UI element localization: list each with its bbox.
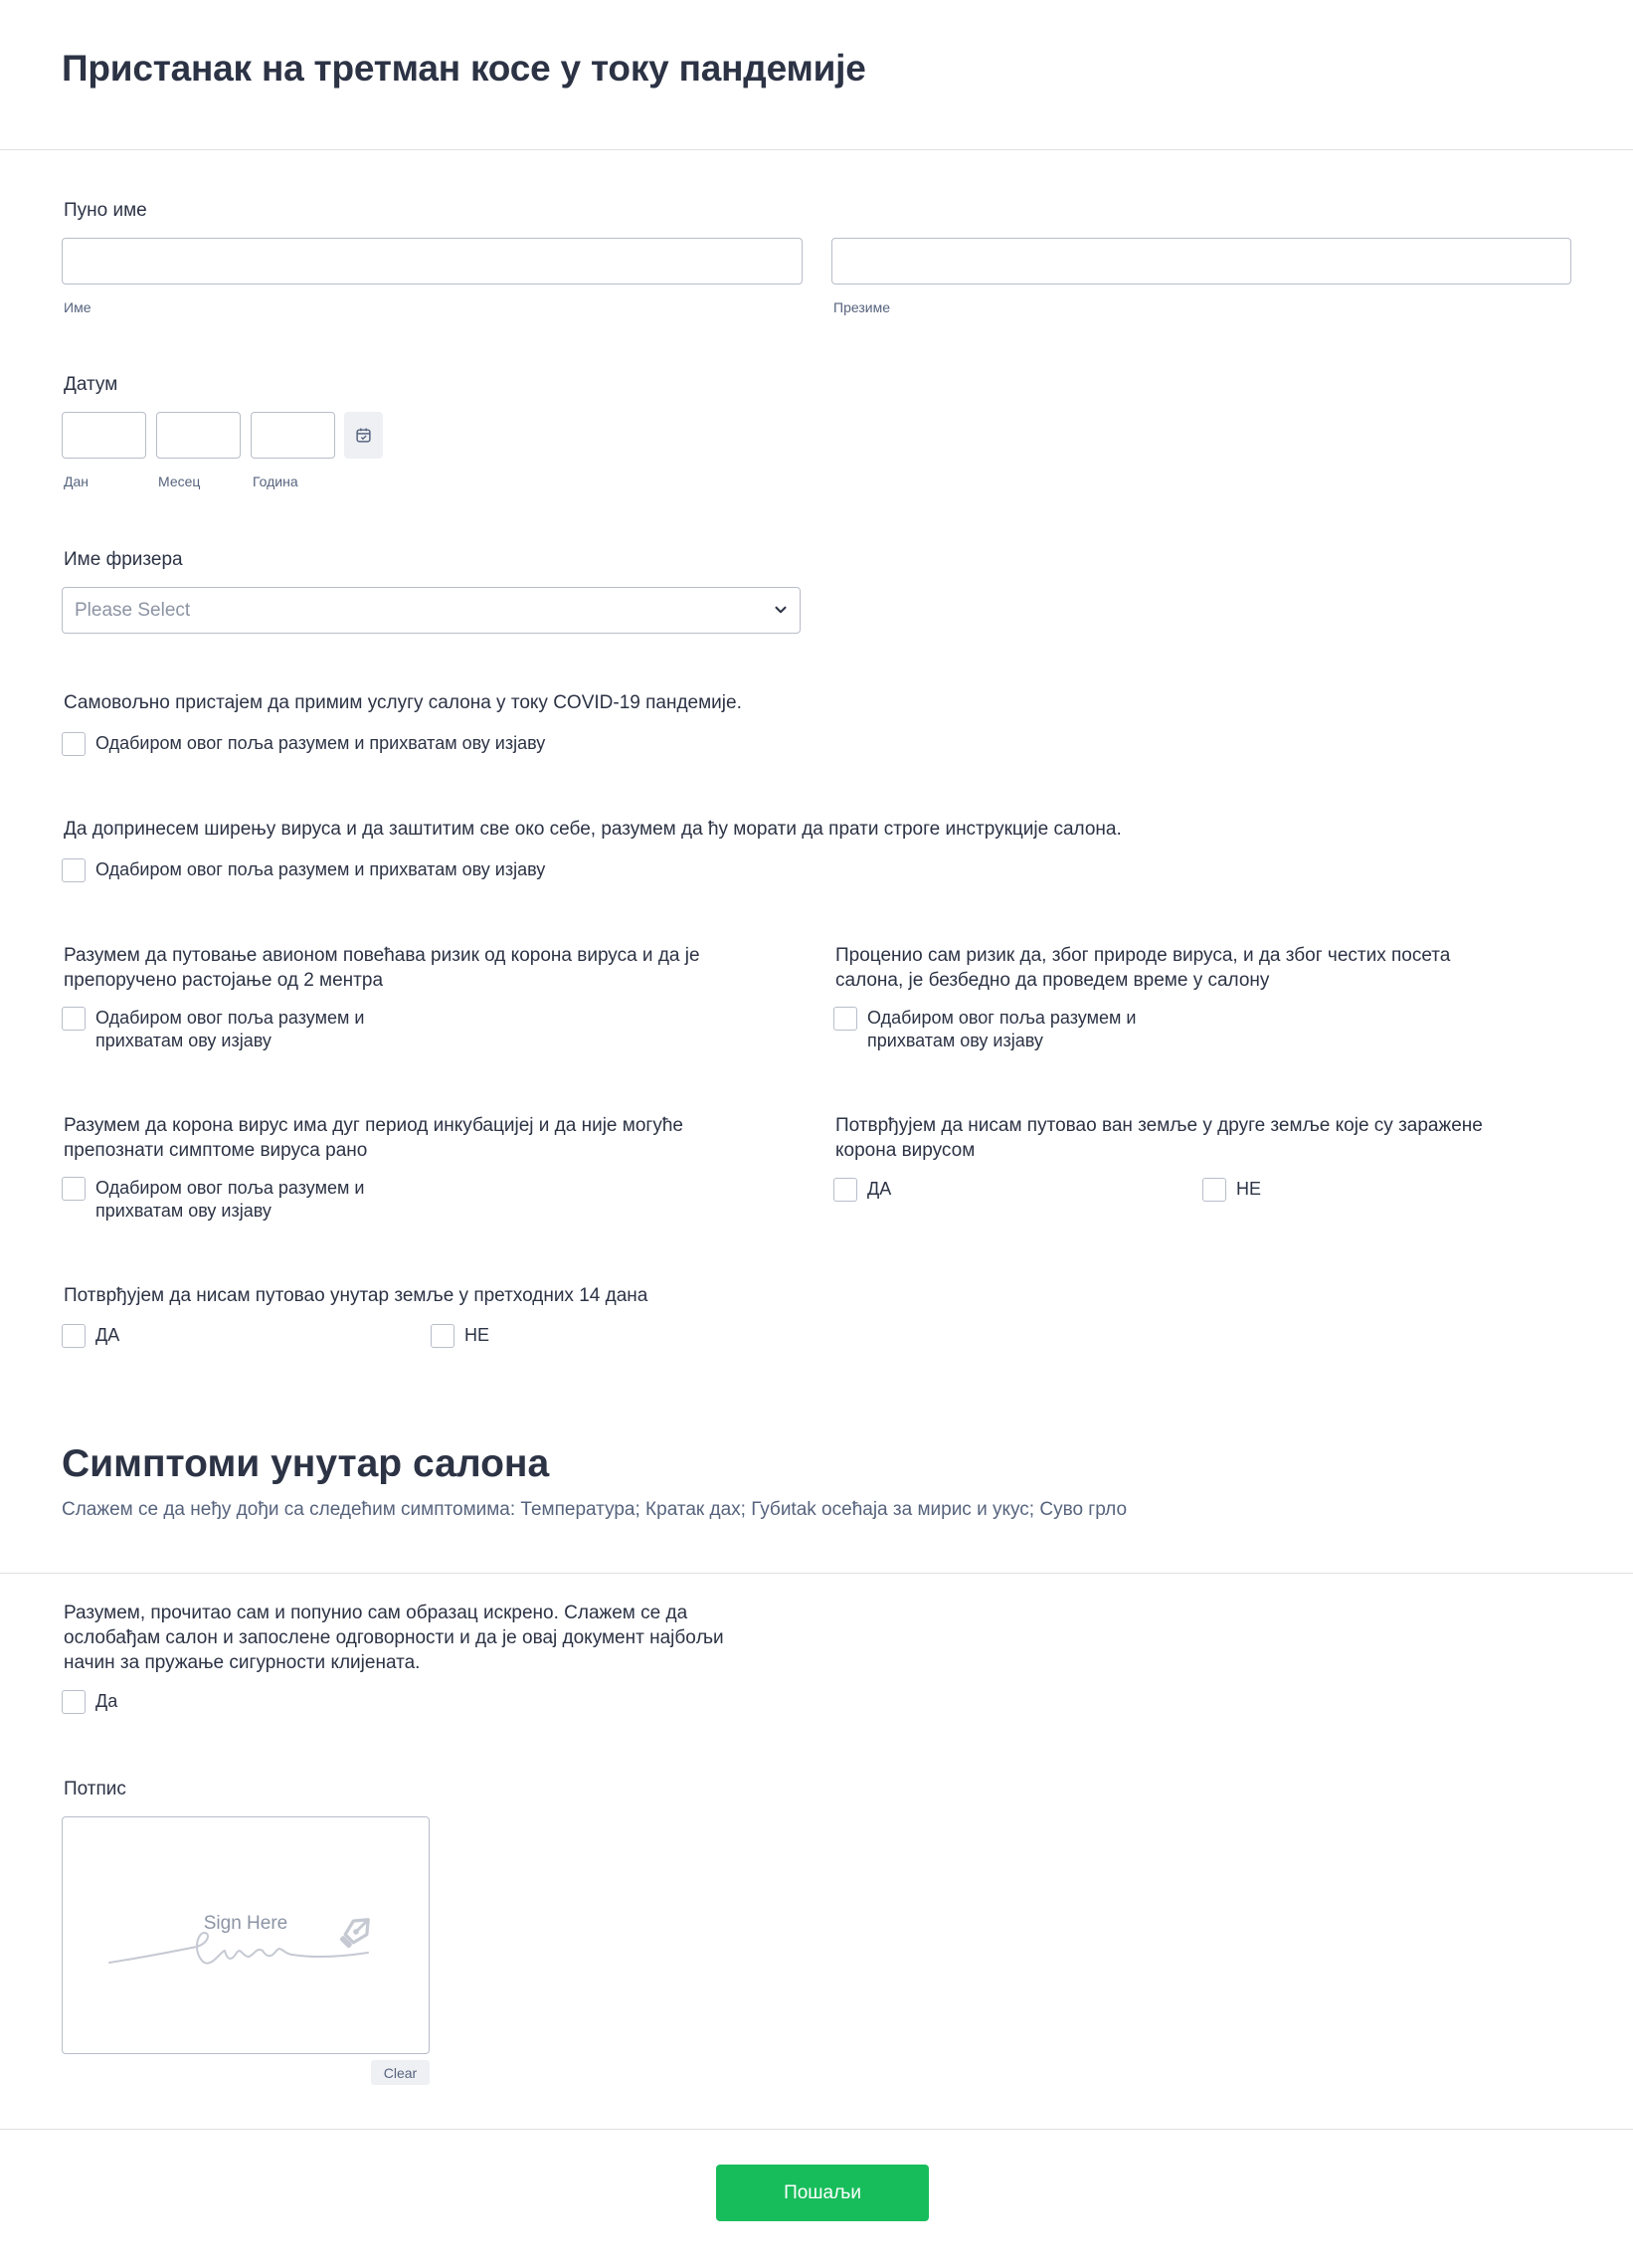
q7-no-text: НЕ [464, 1325, 490, 1345]
q7-yes-checkbox[interactable] [62, 1324, 86, 1348]
agreement-checkbox[interactable] [62, 1690, 86, 1714]
agreement-label-line: ослобађам салон и запослене одговорности и да је овај документ најбољи [64, 1627, 724, 1648]
q4-option-line: Одабиром овог поља разумем и [867, 1008, 1137, 1028]
q5-option[interactable] [62, 1177, 364, 1223]
q6-label-line: корона вирусом [835, 1140, 976, 1161]
q2-checkbox[interactable] [62, 858, 86, 882]
q1-label: Самовољно пристајем да примим услугу салона у току COVID-19 пандемије. [64, 692, 742, 713]
agreement-option[interactable] [62, 1690, 117, 1714]
agreement-option-text: Да [95, 1691, 118, 1711]
hairdresser-select[interactable] [62, 587, 801, 634]
q4-label [835, 943, 1450, 993]
first-name-input[interactable] [62, 238, 803, 284]
q7-yes-text: ДА [95, 1325, 120, 1345]
calendar-icon [355, 427, 372, 444]
q4-option-text [867, 1007, 1136, 1052]
q6-yes-text: ДА [867, 1179, 892, 1199]
q6-no-option[interactable] [1202, 1178, 1261, 1202]
q3-option-line: прихватам ову изјаву [95, 1031, 272, 1050]
hairdresser-placeholder: Please Select [75, 600, 191, 621]
form-title: Пристанак на третман косе у току пандемије [62, 48, 866, 89]
day-sublabel: Дан [64, 473, 89, 489]
q4-label-line: Проценио сам ризик да, због природе вируса, и да због честих посета [835, 945, 1451, 966]
q5-option-text [95, 1177, 364, 1223]
q3-checkbox[interactable] [62, 1007, 86, 1031]
month-input[interactable] [156, 412, 241, 459]
q3-label [64, 943, 700, 993]
hairdresser-label: Име фризера [64, 549, 183, 570]
q4-option-line: прихватам ову изјаву [867, 1031, 1043, 1050]
q4-option[interactable] [833, 1007, 1136, 1052]
q6-no-checkbox[interactable] [1202, 1178, 1226, 1202]
signature-placeholder: Sign Here [203, 1913, 288, 1934]
agreement-label-line: Разумем, прочитао сам и попунио сам образац искрено. Слажем се да [64, 1603, 688, 1623]
q3-option-line: Одабиром овог поља разумем и [95, 1008, 365, 1028]
first-name-sublabel: Име [64, 299, 91, 315]
symptoms-subtitle: Слажем се да неђу дођи са следећим симптомима: Температура; Кратак дах; Губиtak осећаја за мирис и укус; Суво грло [62, 1499, 1128, 1520]
q7-label: Потврђујем да нисам путовао унутар земље у претходних 14 дана [64, 1285, 648, 1306]
form-header [0, 0, 1633, 150]
signature-label: Потпис [64, 1779, 126, 1799]
q1-option-text: Одабиром овог поља разумем и прихватам ову изјаву [95, 733, 546, 753]
month-sublabel: Месец [158, 473, 201, 489]
signature-clear-button[interactable]: Clear [371, 2060, 430, 2085]
submit-button[interactable]: Пошаљи [716, 2165, 929, 2221]
agreement-label [64, 1601, 724, 1675]
q4-label-line: салона, је безбедно да проведем време у салону [835, 970, 1270, 991]
full-name-label: Пуно име [64, 200, 147, 221]
section-divider [0, 1573, 1633, 1574]
year-sublabel: Година [253, 473, 298, 489]
q5-option-line: прихватам ову изјаву [95, 1201, 272, 1221]
q6-no-text: НЕ [1236, 1179, 1262, 1199]
signature-pad[interactable] [62, 1816, 430, 2054]
q3-label-line: препоручено растојање од 2 ментра [64, 970, 384, 991]
calendar-button[interactable] [344, 412, 383, 459]
q3-label-line: Разумем да путовање авионом повећава ризик од корона вируса и да је [64, 945, 700, 966]
q3-option[interactable] [62, 1007, 364, 1052]
last-name-sublabel: Презиме [833, 299, 890, 315]
q6-yes-option[interactable] [833, 1178, 891, 1202]
q4-checkbox[interactable] [833, 1007, 857, 1031]
q6-yes-checkbox[interactable] [833, 1178, 857, 1202]
q7-no-checkbox[interactable] [431, 1324, 454, 1348]
q7-no-option[interactable] [431, 1324, 489, 1348]
q1-option[interactable] [62, 732, 545, 756]
q5-label [64, 1113, 683, 1163]
date-label: Датум [64, 374, 118, 395]
day-input[interactable] [62, 412, 146, 459]
q5-label-line: Разумем да корона вирус има дуг период инкубацијеј и да није могуће [64, 1115, 683, 1136]
symptoms-title: Симптоми унутар салона [62, 1442, 550, 1485]
q6-label-line: Потврђујем да нисам путовао ван земље у друге земље које су заражене [835, 1115, 1483, 1136]
q1-checkbox[interactable] [62, 732, 86, 756]
q7-yes-option[interactable] [62, 1324, 119, 1348]
q2-option[interactable] [62, 858, 545, 882]
q3-option-text [95, 1007, 364, 1052]
q5-checkbox[interactable] [62, 1177, 86, 1201]
q5-label-line: препознати симптоме вируса рано [64, 1140, 368, 1161]
q2-option-text: Одабиром овог поља разумем и прихватам ову изјаву [95, 859, 546, 879]
last-name-input[interactable] [831, 238, 1571, 284]
chevron-down-icon [772, 601, 790, 619]
year-input[interactable] [251, 412, 335, 459]
agreement-label-line: начин за пружање сигурности клијената. [64, 1652, 421, 1673]
pen-nib-icon [333, 1909, 379, 1955]
q2-label: Да допринесем ширењу вируса и да заштитим све око себе, разумем да ћу морати да прати строге инструкције салона. [64, 819, 1122, 840]
q5-option-line: Одабиром овог поља разумем и [95, 1178, 365, 1198]
q6-label [835, 1113, 1483, 1163]
